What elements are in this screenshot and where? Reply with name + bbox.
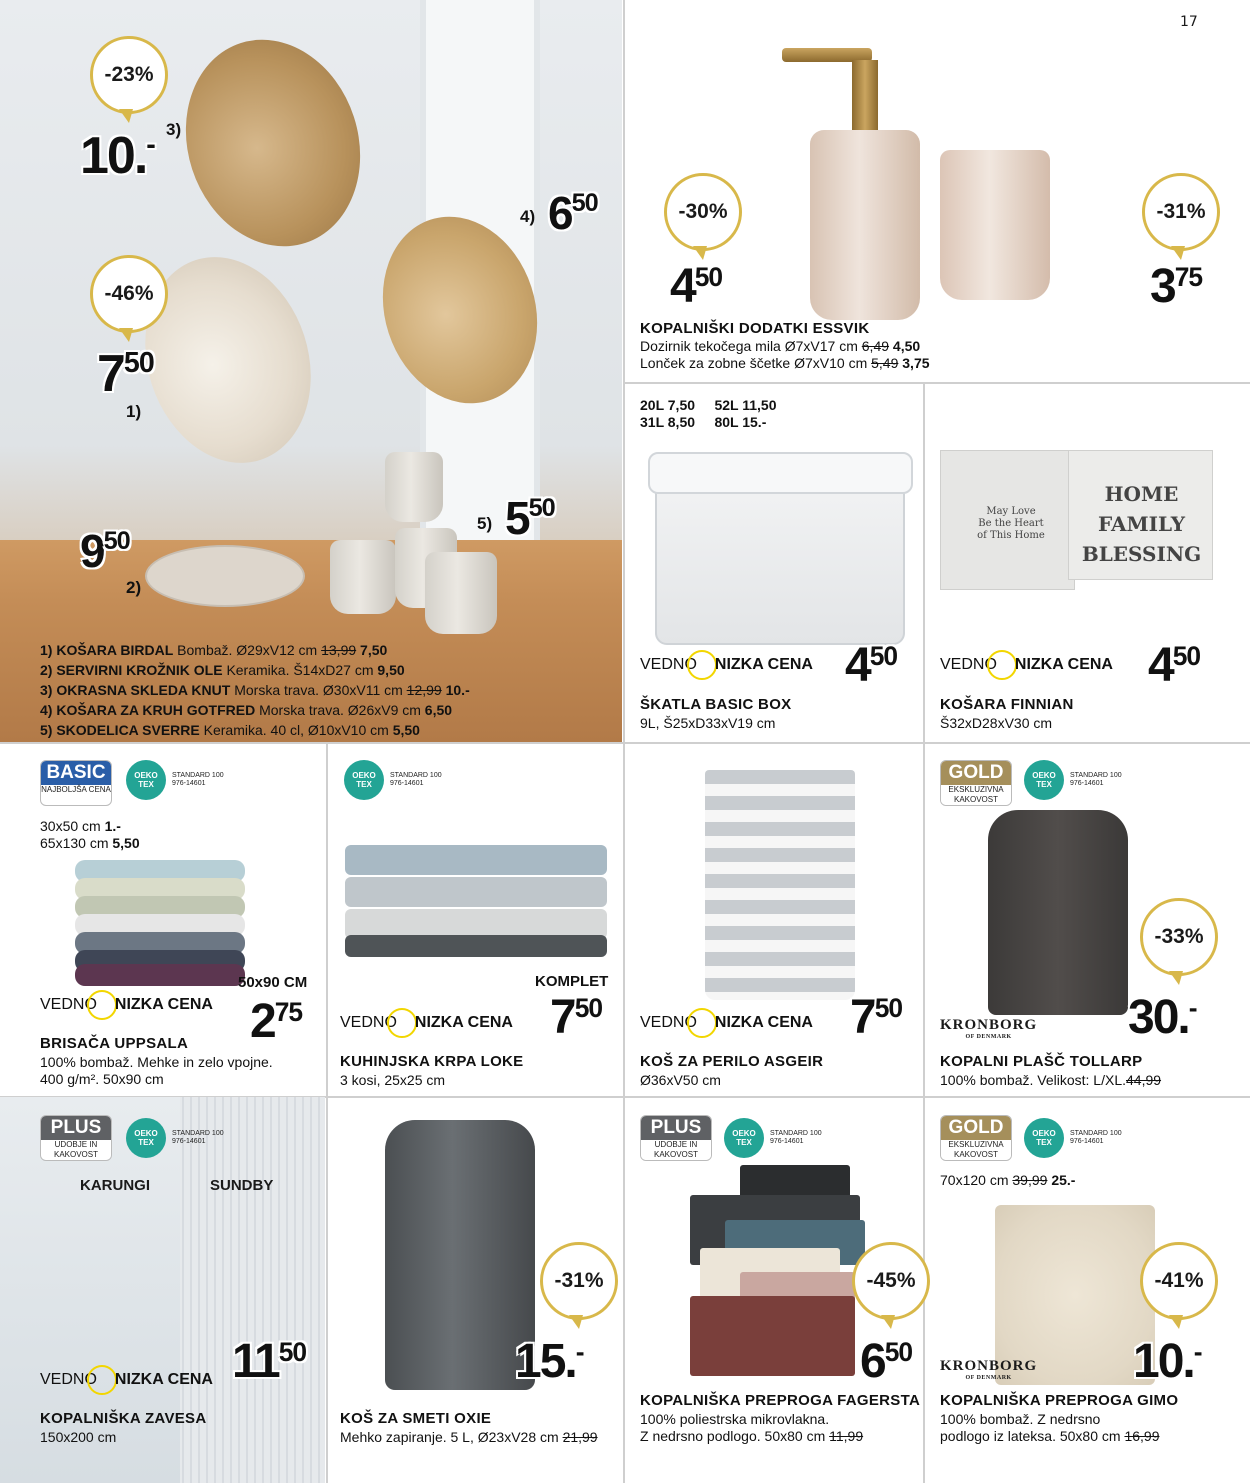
gold-tag: GOLD EKSKLUZIVNA KAKOVOST — [940, 760, 1012, 806]
divider — [923, 383, 925, 743]
product-title: KOŠ ZA PERILO ASGEIR — [640, 1053, 824, 1070]
basic-tag: BASIC NAJBOLJŠA CENA — [40, 760, 112, 806]
curtain-label-sundby: SUNDBY — [210, 1177, 274, 1194]
price-dispenser: $4^{50}$ — [670, 260, 723, 313]
product-desc: 3 kosi, 25x25 cm — [340, 1072, 446, 1088]
product-desc: 150x200 cm — [40, 1429, 117, 1445]
product-desc: Ø36xV50 cm — [640, 1072, 721, 1088]
mug-image — [330, 540, 396, 614]
product-title: BRISAČA UPPSALA — [40, 1035, 189, 1052]
divider — [623, 743, 625, 1483]
discount-badge: -31% — [1142, 173, 1220, 251]
product-title: KOPALNIŠKA PREPROGA GIMO — [940, 1392, 1179, 1409]
always-low-price-label: VEDNO NIZKA CENA — [640, 650, 813, 680]
product-desc: 100% bombaž. Z nedrsno podlogo iz lateksa. 50x80 cm 16,99 — [940, 1411, 1160, 1444]
bathrobe-image — [988, 810, 1128, 1015]
price-oxie: 15.- — [515, 1335, 584, 1388]
divider — [0, 742, 1250, 744]
discount-badge: -41% — [1140, 1242, 1218, 1320]
hero-product-list — [40, 640, 620, 740]
price-cup: $3^{75}$ — [1150, 260, 1203, 313]
product-title: KOPALNI PLAŠČ TOLLARP — [940, 1053, 1143, 1070]
price-asgeir: $7^{50}$ — [850, 991, 903, 1044]
divider — [326, 743, 328, 1483]
hero-line: 3) OKRASNA SKLEDA KNUT Morska trava. Ø30xV11 cm 12,99 10.- — [40, 682, 470, 698]
price-gimo: 10.- — [1133, 1335, 1202, 1388]
always-low-price-label: VEDNO NIZKA CENA — [340, 1008, 513, 1038]
laundry-basket-image — [705, 770, 855, 1000]
divider — [623, 0, 625, 742]
discount-badge: -45% — [852, 1242, 930, 1320]
oeko-tex-logo: OEKO TEX STANDARD 100 976-14601 — [1024, 760, 1122, 800]
product-title: KOŠARA FINNIAN — [940, 696, 1074, 713]
hero-line: 2) SERVIRNI KROŽNIK OLE Keramika. Š14xD27 cm 9,50 — [40, 662, 405, 678]
price-sverre: $5^{50}$ — [505, 492, 555, 544]
ref-label: 2) — [126, 578, 142, 597]
basket-finnian-image: May Love Be the Heart of This Home — [940, 450, 1075, 590]
gold-tag: GOLD EKSKLUZIVNA KAKOVOST — [940, 1115, 1012, 1161]
product-title: KOPALNIŠKA ZAVESA — [40, 1410, 207, 1427]
oeko-tex-logo: OEKO TEX STANDARD 100 976-14601 — [344, 760, 442, 800]
product-desc: Mehko zapiranje. 5 L, Ø23xV28 cm 21,99 — [340, 1429, 598, 1445]
curtain-label-karungi: KARUNGI — [80, 1177, 150, 1194]
price-gotfred: $6^{50}$ — [548, 187, 598, 239]
size-price-line: 70x120 cm 39,99 25.- — [940, 1172, 1076, 1188]
discount-badge: -46% — [90, 255, 168, 333]
product-desc: 100% bombaž. Velikost: L/XL.44,99 — [940, 1072, 1162, 1088]
product-title: KOPALNIŠKI DODATKI ESSVIK — [640, 320, 870, 337]
basket-finnian-image: HOME FAMILY BLESSING — [1068, 450, 1213, 580]
hero-line: 5) SKODELICA SVERRE Keramika. 40 cl, Ø10xV10 cm 5,50 — [40, 722, 420, 738]
divider — [923, 743, 925, 1483]
size-label: 50x90 CM — [238, 974, 308, 991]
size-price-list: 20L 7,50 52L 11,50 31L 8,50 80L 15.- — [640, 397, 777, 430]
always-low-price-label: VEDNO NIZKA CENA — [40, 1365, 213, 1395]
price-knut: 10.- — [80, 127, 155, 185]
oeko-tex-logo: OEKO TEX STANDARD 100 976-14601 — [724, 1118, 822, 1158]
always-low-price-label: VEDNO NIZKA CENA — [640, 1008, 813, 1038]
rug-image — [690, 1296, 855, 1376]
price-ole: $9^{50}$ — [80, 525, 130, 577]
plus-tag: PLUS UDOBJE IN KAKOVOST — [640, 1115, 712, 1161]
ref-label: 3) — [166, 120, 182, 139]
trash-bin-image — [385, 1120, 535, 1390]
discount-badge: -30% — [664, 173, 742, 251]
product-desc: Dozirnik tekočega mila Ø7xV17 cm 6,49 4,50 Lonček za zobne ščetke Ø7xV10 cm 5,49 3,75 — [640, 338, 930, 371]
mug-image — [385, 452, 443, 522]
price-box: $4^{50}$ — [845, 639, 898, 692]
product-title: KOPALNIŠKA PREPROGA FAGERSTA — [640, 1392, 921, 1409]
soap-dispenser-image — [810, 40, 920, 320]
product-title: KOŠ ZA SMETI OXIE — [340, 1410, 492, 1427]
always-low-price-label: VEDNO NIZKA CENA — [40, 990, 213, 1020]
towels-image — [75, 860, 245, 980]
price-finnian: $4^{50}$ — [1148, 639, 1201, 692]
product-desc: 100% poliestrska mikrovlakna. Z nedrsno podlogo. 50x80 cm 11,99 — [640, 1411, 864, 1444]
price-loke: $7^{50}$ — [550, 991, 603, 1044]
product-desc: Š32xD28xV30 cm — [940, 715, 1053, 731]
discount-badge: -31% — [540, 1242, 618, 1320]
divider — [623, 382, 1250, 384]
hero-line: 4) KOŠARA ZA KRUH GOTFRED Morska trava. Ø26xV9 cm 6,50 — [40, 702, 453, 718]
price-fagersta: $6^{50}$ — [860, 1335, 913, 1388]
ref-label: 5) — [477, 514, 493, 533]
hero-photo — [0, 0, 622, 742]
kronborg-logo: KRONBORG OF DENMARK — [940, 1017, 1038, 1040]
oeko-tex-logo: OEKO TEX STANDARD 100 976-14601 — [1024, 1118, 1122, 1158]
product-title: ŠKATLA BASIC BOX — [640, 696, 792, 713]
toothbrush-cup-image — [940, 150, 1050, 300]
discount-badge: -23% — [90, 36, 168, 114]
price-zavesa: $11^{50}$ — [232, 1335, 307, 1388]
kronborg-logo: KRONBORG OF DENMARK — [940, 1358, 1038, 1381]
storage-box-lid-image — [648, 452, 913, 494]
ref-label: 1) — [126, 402, 142, 421]
discount-badge: -33% — [1140, 898, 1218, 976]
hero-line: 1) KOŠARA BIRDAL Bombaž. Ø29xV12 cm 13,99 7,50 — [40, 642, 388, 658]
ref-label: 4) — [520, 207, 536, 226]
bowl-knut-image — [160, 17, 387, 269]
size-label: KOMPLET — [535, 973, 609, 990]
oeko-tex-logo: OEKO TEX STANDARD 100 976-14601 — [126, 760, 224, 800]
plate-ole-image — [145, 545, 305, 607]
plus-tag: PLUS UDOBJE IN KAKOVOST — [40, 1115, 112, 1161]
page-number: 17 — [1180, 14, 1198, 30]
product-desc: 100% bombaž. Mehke in zelo vpojne. 400 g/m². 50x90 cm — [40, 1054, 273, 1087]
mug-image — [425, 552, 497, 634]
size-price-list: 30x50 cm 1.- 65x130 cm 5,50 — [40, 818, 140, 851]
price-birdal: $7^{50}$ — [97, 345, 154, 403]
product-desc: 9L, Š25xD33xV19 cm — [640, 715, 776, 731]
always-low-price-label: VEDNO NIZKA CENA — [940, 650, 1113, 680]
kitchen-cloths-image — [345, 845, 607, 960]
oeko-tex-logo: OEKO TEX STANDARD 100 976-14601 — [126, 1118, 224, 1158]
price-tollarp: 30.- — [1128, 991, 1197, 1044]
product-title: KUHINJSKA KRPA LOKE — [340, 1053, 524, 1070]
price-uppsala: $2^{75}$ — [250, 995, 303, 1048]
